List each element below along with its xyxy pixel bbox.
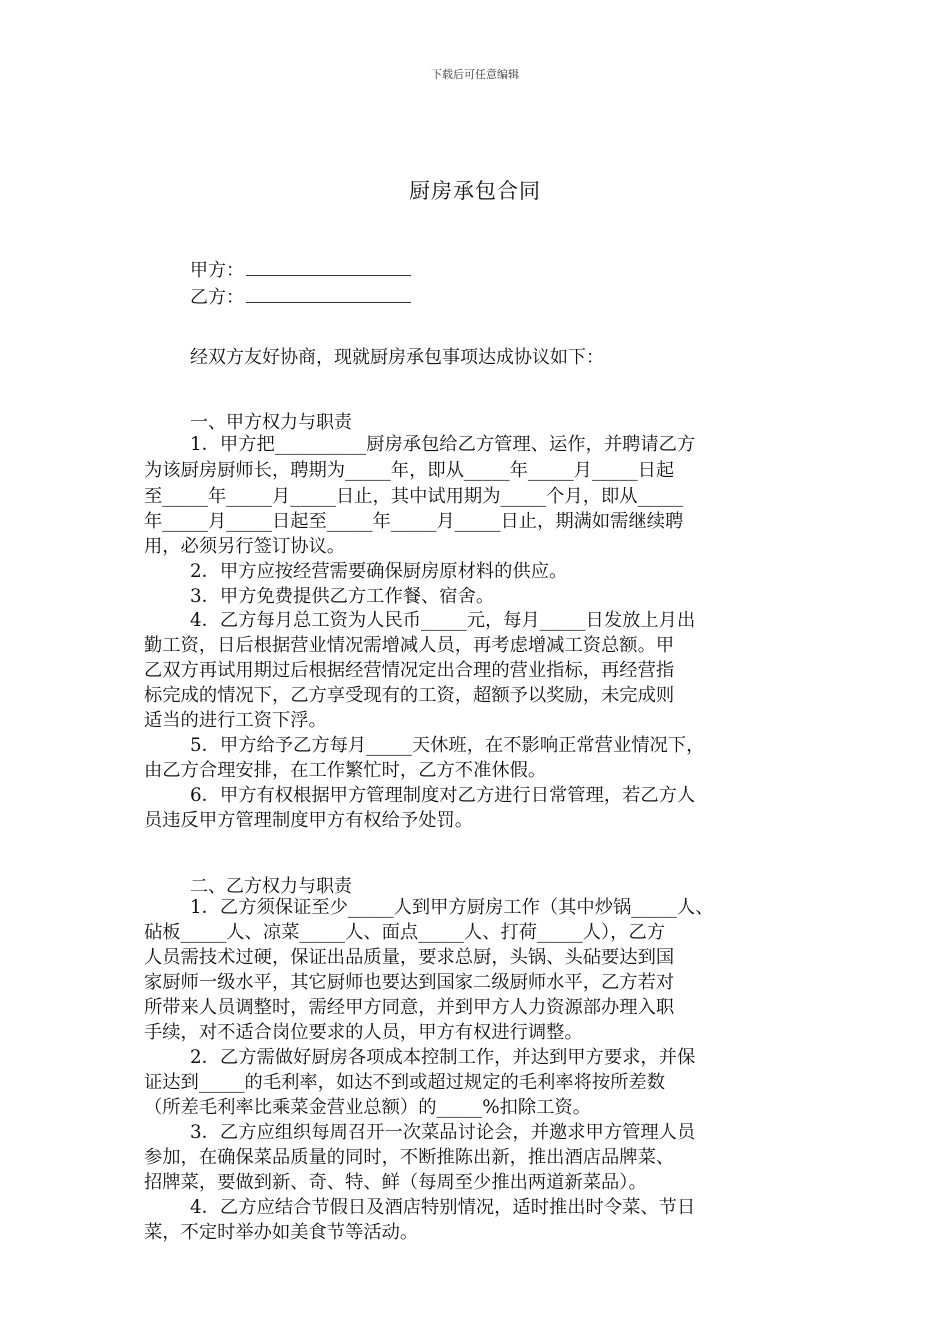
section-2-line: 1．乙方须保证至少_____人到甲方厨房工作（其中炒锅_____人、: [190, 897, 714, 918]
section-1-line: 1．甲方把__________厨房承包给乙方管理、运作，并聘请乙方: [190, 434, 696, 455]
section-2-line: 2．乙方需做好厨房各项成本控制工作，并达到甲方要求，并保: [190, 1047, 696, 1068]
header-note: 下载后可任意编辑: [431, 68, 519, 81]
section-1-line: 2．甲方应按经营需要确保厨房原材料的供应。: [190, 561, 568, 582]
party-b-line: [190, 283, 411, 309]
intro-paragraph: 经双方友好协商，现就厨房承包事项达成协议如下：: [190, 347, 604, 368]
party-b-blank: [246, 288, 411, 303]
section-2-line: 参加，在确保菜品质量的同时，不断推陈出新，推出酒店品牌菜、: [144, 1147, 675, 1168]
section-1-line: 年_____月_____日起至_____年_____月_____日止，期满如需继续聘: [144, 511, 684, 532]
party-a-label: 甲方：: [190, 260, 244, 281]
section-2-line: 证达到_____的毛利率，如达不到或超过规定的毛利率将按所差数: [144, 1072, 666, 1093]
section-2-line: 家厨师一级水平，其它厨师也要达到国家二级厨师水平，乙方若对: [144, 972, 675, 993]
section-2-line: 3．乙方应组织每周召开一次菜品讨论会，并邀求甲方管理人员: [190, 1122, 696, 1143]
section-2-heading: 二、乙方权力与职责: [190, 876, 352, 897]
section-1-line: 为该厨房厨师长，聘期为_____年，即从_____年_____月_____日起: [144, 460, 675, 481]
document-title: 厨房承包合同: [409, 179, 541, 203]
section-2-line: 招牌菜，要做到新、奇、特、鲜（每周至少推出两道新菜品）。: [144, 1172, 647, 1193]
section-1-line: 用，必须另行签订协议。: [144, 536, 346, 557]
section-1-line: 员违反甲方管理制度甲方有权给予处罚。: [144, 810, 474, 831]
section-1-line: 标完成的情况下，乙方享受现有的工资，超额予以奖励，未完成则: [144, 685, 675, 706]
section-2-line: 砧板_____人、凉菜_____人、面点_____人、打荷_____人），乙方: [144, 922, 666, 943]
party-a-line: [190, 256, 411, 282]
section-1-line: 6．甲方有权根据甲方管理制度对乙方进行日常管理，若乙方人: [190, 785, 696, 806]
party-a-blank: [246, 261, 411, 276]
party-b-label: 乙方：: [190, 287, 244, 308]
section-2-line: 所带来人员调整时，需经甲方同意，并到甲方人力资源部办理入职: [144, 997, 675, 1018]
section-1-line: 至_____年_____月_____日止，其中试用期为_____个月，即从_____: [144, 486, 684, 507]
section-2-line: 4．乙方应结合节假日及酒店特别情况，适时推出时令菜、节日: [190, 1197, 696, 1218]
section-1-line: 4．乙方每月总工资为人民币_____元，每月_____日发放上月出: [190, 610, 696, 631]
section-1-line: 3．甲方免费提供乙方工作餐、宿舍。: [190, 586, 495, 607]
section-2-line: 手续，对不适合岗位要求的人员，甲方有权进行调整。: [144, 1022, 583, 1043]
section-1-line: 由乙方合理安排，在工作繁忙时，乙方不准休假。: [144, 760, 547, 781]
section-1-line: 5．甲方给予乙方每月_____天休班，在不影响正常营业情况下，: [190, 735, 705, 756]
section-1-line: 勤工资，日后根据营业情况需增减人员，再考虑增减工资总额。甲: [144, 635, 675, 656]
section-2-line: （所差毛利率比乘菜金营业总额）的_____%扣除工资。: [144, 1097, 591, 1118]
section-2-line: 菜，不定时举办如美食节等活动。: [144, 1222, 419, 1243]
section-1-line: 乙双方再试用期过后根据经营情况定出合理的营业指标，再经营指: [144, 660, 675, 681]
section-2-line: 人员需技术过硬，保证出品质量，要求总厨，头锅、头砧要达到国: [144, 947, 675, 968]
section-1-line: 适当的进行工资下浮。: [144, 710, 327, 731]
section-1-heading: 一、甲方权力与职责: [190, 412, 352, 433]
